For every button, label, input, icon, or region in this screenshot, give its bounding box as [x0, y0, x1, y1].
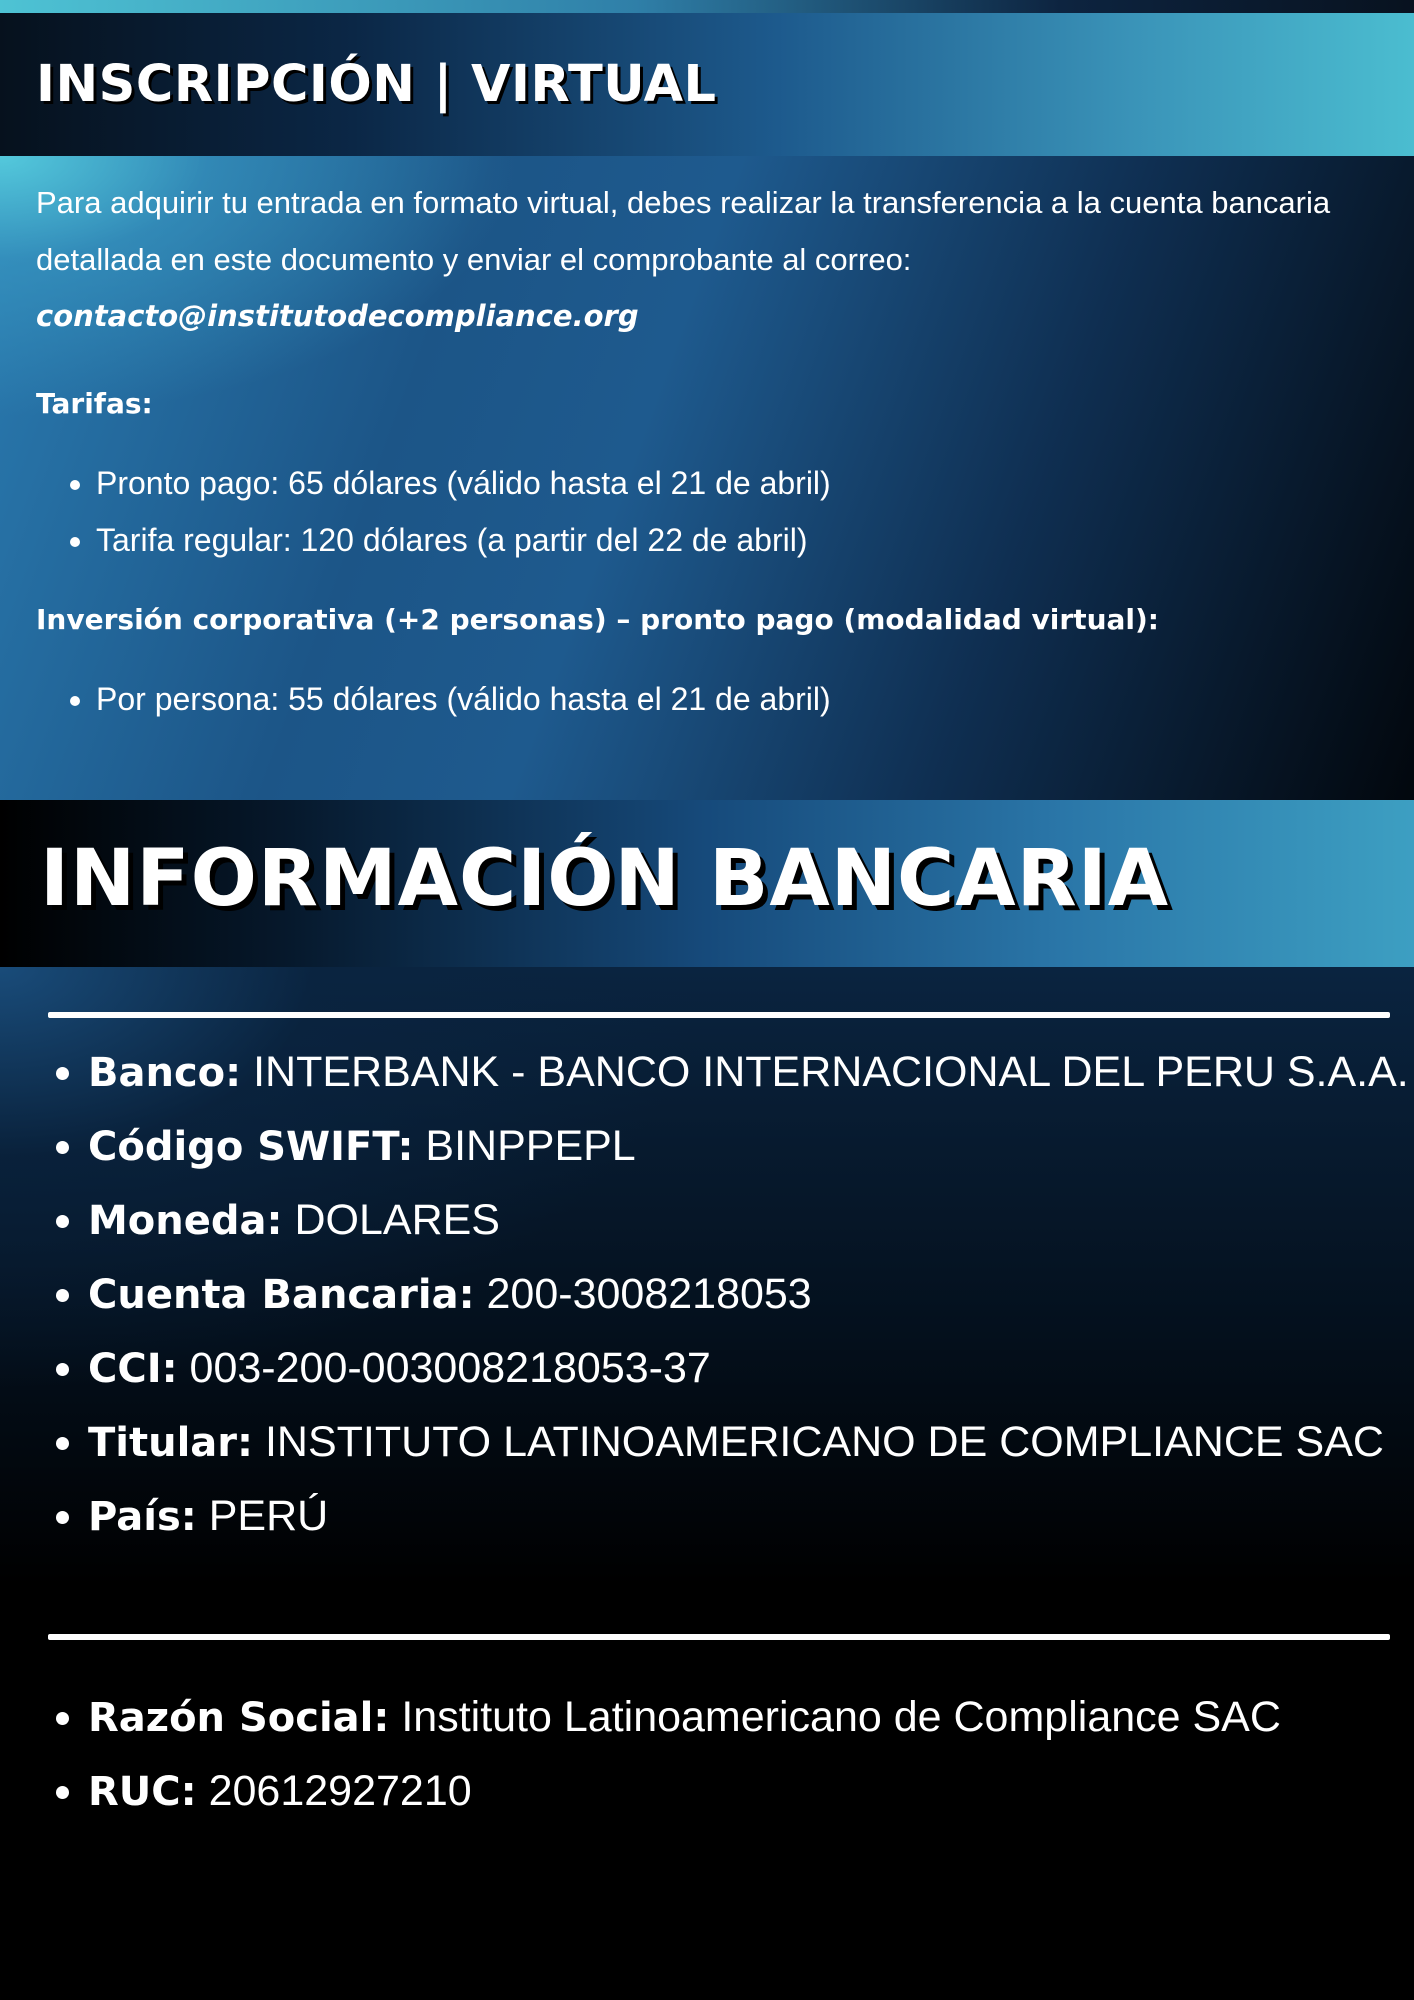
bank-value: INSTITUTO LATINOAMERICANO DE COMPLIANCE SAC [264, 1418, 1384, 1466]
bank-section [0, 967, 1414, 2000]
bank-value: PERÚ [208, 1492, 329, 1540]
tarifas-list [60, 455, 831, 569]
inscription-header-band [0, 13, 1414, 156]
bank-item-cci [88, 1332, 1409, 1406]
company-label: Razón Social: [88, 1695, 390, 1741]
top-accent-strip [0, 0, 1414, 13]
company-value: 20612927210 [208, 1767, 472, 1815]
inscription-intro [36, 174, 1386, 345]
corporate-list [60, 671, 831, 728]
bank-label: Moneda: [88, 1198, 283, 1244]
intro-text: Para adquirir tu entrada en formato virtual, debes realizar la transferencia a la cuenta bancaria detallada en este documento y enviar el comprobante al correo: [36, 185, 1331, 277]
corporate-heading: Inversión corporativa (+2 personas) – pronto pago (modalidad virtual): [36, 603, 1159, 636]
inscription-title: INSCRIPCIÓN | VIRTUAL [36, 55, 717, 114]
list-item: • Pronto pago: 65 dólares (válido hasta el 21 de abril) [96, 455, 831, 512]
bank-label: Banco: [88, 1050, 242, 1096]
inscription-section [0, 156, 1414, 800]
bank-value: 200-3008218053 [486, 1270, 812, 1318]
bank-label: CCI: [88, 1346, 178, 1392]
bank-label: País: [88, 1494, 197, 1540]
bank-label: Titular: [88, 1420, 254, 1466]
bank-value: INTERBANK - BANCO INTERNACIONAL DEL PERU S.A.A. [253, 1048, 1409, 1096]
company-label: RUC: [88, 1769, 197, 1815]
bank-title: INFORMACIÓN BANCARIA [40, 834, 1170, 924]
tarifas-heading: Tarifas: [36, 387, 153, 420]
bank-item-pais [88, 1480, 1409, 1554]
bank-header-band [0, 800, 1414, 967]
bank-details-list [46, 1036, 1409, 1554]
bank-item-cuenta [88, 1258, 1409, 1332]
company-details-list [46, 1681, 1281, 1829]
divider [48, 1012, 1390, 1018]
bank-value: DOLARES [294, 1196, 500, 1244]
bank-item-titular [88, 1406, 1409, 1480]
bank-label: Cuenta Bancaria: [88, 1272, 475, 1318]
bank-value: BINPPEPL [425, 1122, 636, 1170]
company-item-razon-social [88, 1681, 1281, 1755]
bank-item-moneda [88, 1184, 1409, 1258]
bank-item-banco [88, 1036, 1409, 1110]
bank-item-swift [88, 1110, 1409, 1184]
company-item-ruc [88, 1755, 1281, 1829]
divider [48, 1634, 1390, 1640]
company-value: Instituto Latinoamericano de Compliance SAC [401, 1693, 1281, 1741]
bank-value: 003-200-003008218053-37 [189, 1344, 711, 1392]
bank-label: Código SWIFT: [88, 1124, 414, 1170]
contact-email: contacto@institutodecompliance.org [36, 299, 639, 333]
list-item: • Tarifa regular: 120 dólares (a partir del 22 de abril) [96, 512, 831, 569]
list-item: • Por persona: 55 dólares (válido hasta el 21 de abril) [96, 671, 831, 728]
